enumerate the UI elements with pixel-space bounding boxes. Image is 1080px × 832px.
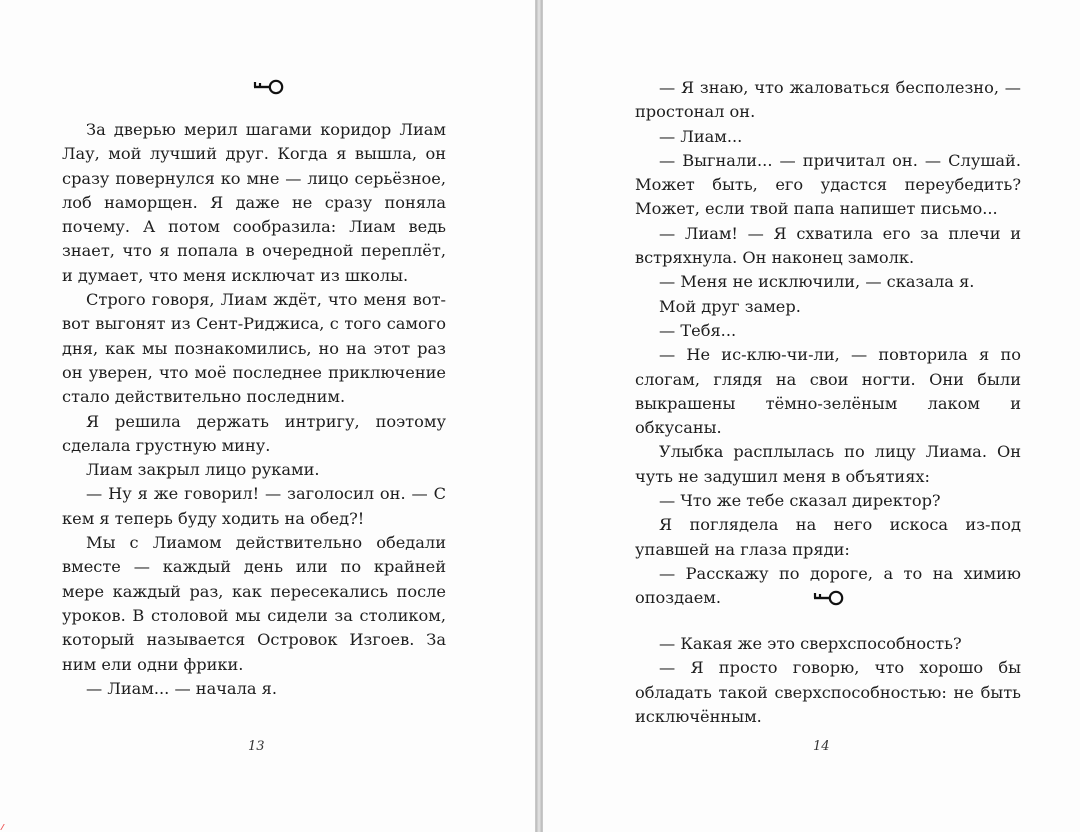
key-ornament-icon bbox=[251, 78, 285, 96]
paragraph: — Лиам... — начала я. bbox=[86, 678, 278, 698]
page-number: 14 bbox=[813, 739, 830, 754]
left-page bbox=[0, 0, 536, 832]
paragraph: — Меня не исключили, — сказала я. bbox=[659, 272, 975, 292]
paragraph: Я решила держать интригу, поэтому сделала грустную мину. bbox=[62, 411, 446, 455]
paragraph: — Не ис-клю-чи-ли, — повторила я по слогам, глядя на свои ногти. Они были выкрашены тёмно-зелёным лаком и обкусаны. bbox=[635, 345, 1021, 438]
right-page-text-after-break bbox=[635, 632, 1021, 729]
paragraph: Мой друг замер. bbox=[659, 296, 801, 316]
paragraph: — Что же тебе сказал директор? bbox=[659, 491, 941, 511]
paragraph: — Я просто говорю, что хорошо бы обладать такой сверхспособностью: не быть исключённым. bbox=[635, 658, 1021, 726]
page-number: 13 bbox=[248, 739, 265, 754]
paragraph: — Я знаю, что жаловаться бесполезно, — простонал он. bbox=[635, 78, 1021, 122]
paragraph: — Выгнали... — причитал он. — Слушай. Может быть, его удастся переубедить? Может, если твой папа напишет письмо... bbox=[635, 150, 1021, 219]
paragraph: — Тебя... bbox=[659, 320, 737, 340]
paragraph: Лиам закрыл лицо руками. bbox=[86, 460, 320, 480]
paragraph: Я поглядела на него искоса из-под упавшей на глаза пряди: bbox=[635, 515, 1021, 559]
key-ornament-icon bbox=[811, 589, 845, 607]
paragraph: За дверью мерил шагами коридор Лиам Лау, мой лучший друг. Когда я вышла, он сразу повернулся ко мне — лицо серьёзное, лоб наморщен. Я даже не сразу поняла почему. А потом сообразила: Лиам ведь знает, что я попала в очередной переплёт, и думает, что меня исключат из школы. bbox=[62, 120, 446, 285]
paragraph: Улыбка расплылась по лицу Лиама. Он чуть не задушил меня в объятиях: bbox=[635, 442, 1021, 486]
paragraph: — Какая же это сверхспособность? bbox=[659, 634, 962, 653]
right-page bbox=[542, 0, 1080, 832]
paragraph: — Ну я же говорил! — заголосил он. — С кем я теперь буду ходить на обед?! bbox=[62, 484, 446, 528]
corner-mark bbox=[0, 824, 12, 830]
paragraph: — Лиам! — Я схватила его за плечи и встряхнула. Он наконец замолк. bbox=[635, 223, 1021, 268]
left-page-text bbox=[62, 118, 446, 701]
right-page-text bbox=[635, 76, 1021, 611]
paragraph: — Расскажу по дороге, а то на химию опоздаем. bbox=[635, 563, 1021, 608]
paragraph: — Лиам... bbox=[659, 126, 743, 146]
paragraph: Мы с Лиамом действительно обедали вместе — каждый день или по крайней мере каждый раз, как пересекались после уроков. В столовой мы сидели за столиком, который называется Островок Изгоев. За ним ели одни фрики. bbox=[62, 533, 446, 674]
paragraph: Строго говоря, Лиам ждёт, что меня вот-вот выгонят из Сент-Риджиса, с того самого дня, как мы познакомились, но на этот раз он уверен, что моё последнее приключение стало действительно последним. bbox=[62, 290, 446, 407]
